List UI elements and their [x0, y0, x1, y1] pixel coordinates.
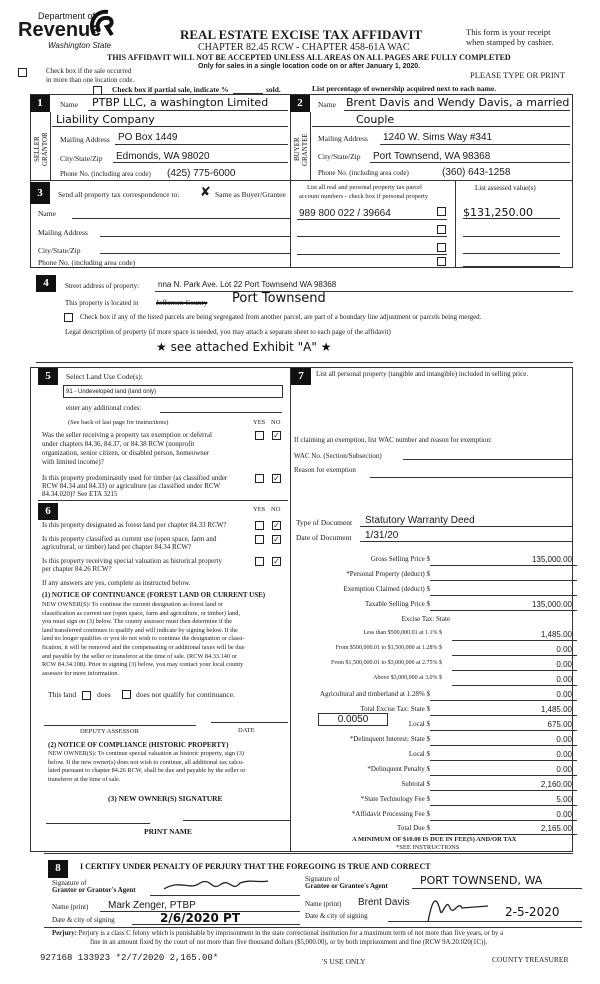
grantee-signature-label: Signature of Grantee or Grantee's Agent [305, 875, 388, 890]
yes-header: YES [253, 419, 266, 426]
q-historic: Is this property receiving special valuation as historical property per chapter 84.26 RCW? [42, 557, 223, 573]
doc-type-field[interactable]: Statutory Warranty Deed [365, 515, 475, 526]
new-owner-signature-title: (3) NEW OWNER(S) SIGNATURE [108, 794, 223, 803]
tax-row-value[interactable]: 1,485.00 [540, 705, 572, 714]
certify-text: I CERTIFY UNDER PENALTY OF PERJURY THAT THE FOREGOING IS TRUE AND CORRECT [80, 862, 431, 871]
perjury-line2: fine in an amount fixed by the court of not more than five thousand dollars ($5,000.00), or by both imprisonment and fine (RCW 9A.20.020(1C)). [90, 939, 488, 946]
does-label: does [97, 690, 111, 699]
historic-no-checkbox[interactable]: ✓ [273, 557, 280, 566]
segregated-label: Check box if any of the listed parcels are being segregated from another parcel, are part of a boundary line adjustment or parcels being merged. [80, 313, 482, 321]
tax-row-label: Above $3,000,000 at 3.0% $ [373, 675, 442, 681]
legal-description-field[interactable]: ★ see attached Exhibit "A" ★ [156, 340, 332, 354]
buyer-city-label: City/State/Zip [318, 152, 361, 161]
tax-row-label: Agricultural and timberland at 1.28% $ [319, 690, 430, 698]
select-label: Select Land Use Code(s): [66, 372, 143, 381]
buyer-phone-label: Phone No. (including area code) [318, 169, 409, 177]
partial-label: Check box if partial sale, indicate % [112, 85, 229, 94]
form-title: REAL ESTATE EXCISE TAX AFFIDAVIT [180, 27, 423, 42]
revenue-logo-text: Revenue [18, 19, 102, 41]
section-number: 4 [36, 275, 56, 292]
divider [310, 112, 311, 180]
tax-row-value[interactable]: 0.00 [556, 750, 572, 759]
tax-row-label: Taxable Selling Price $ [364, 600, 430, 608]
multi-label2: in more than one location code. [46, 76, 135, 84]
grantor-name-label: Name (print) [52, 903, 89, 911]
tax-row-line [430, 580, 577, 581]
land-use-value: 91 - Undeveloped land (land only) [66, 389, 157, 395]
revenue-logo-icon [88, 8, 114, 38]
q-timber: Is this property predominantly used for timber (as classified under RCW 84.34 and 84.33) or agriculture (as classified under RCW 84.34.020)? See ETA 3215 [42, 474, 228, 498]
assessed-value[interactable] [463, 236, 560, 237]
tax-row-value[interactable]: 0.00 [556, 735, 572, 744]
seller-name-field[interactable]: PTBP LLC, a washington Limited [92, 96, 269, 109]
corr-city-field[interactable] [100, 253, 290, 254]
personal-property-label: List all personal property (tangible and intangible) included in selling price. [316, 370, 529, 378]
tax-row-line [430, 745, 577, 746]
corr-phone-field[interactable] [148, 267, 290, 268]
assessed-value[interactable]: $131,250.00 [463, 206, 533, 219]
tax-row-label: *Delinquent Interest: State $ [349, 735, 430, 743]
only-text: Only for sales in a single location code on or after January 1, 2020. [198, 63, 421, 70]
forest-no-checkbox[interactable]: ✓ [273, 521, 280, 530]
buyer-name-label: Name [318, 100, 336, 109]
tax-row-label: Less than $500,000.01 at 1.1% $ [363, 630, 442, 636]
personal-property-checkbox[interactable] [437, 257, 446, 266]
timber-yes-checkbox[interactable] [255, 474, 264, 483]
personal-property-checkbox[interactable] [437, 225, 446, 234]
underline [113, 162, 288, 163]
corr-name-label: Name [38, 209, 56, 218]
tax-row-line [452, 685, 577, 686]
doc-date-label: Date of Document [296, 533, 352, 542]
tax-row-line [452, 670, 577, 671]
seller-phone-field[interactable]: (425) 775-6000 [167, 168, 236, 179]
new-owner-signature-field[interactable] [46, 823, 150, 824]
divider [290, 94, 291, 268]
divider [44, 853, 573, 854]
value-head: List assessed value(s) [475, 184, 536, 192]
section-number: 6 [38, 503, 58, 520]
forest-yes-checkbox[interactable] [255, 521, 264, 530]
section-number: 3 [30, 182, 50, 204]
this-land-label: This land [48, 690, 77, 699]
legal-label: Legal description of property (if more space is needed, you may attach a separate sheet to each page of the affidavit) [65, 328, 391, 336]
grantor-date-label: Date & city of signing [52, 916, 115, 924]
deputy-assessor-field[interactable] [44, 725, 196, 726]
seller-name-label: Name [60, 100, 78, 109]
cashier-stamp: 927168 133923 *2/7/2020 2,165.00* [40, 953, 219, 963]
no-header: NO [271, 419, 281, 426]
corr-address-field[interactable] [100, 236, 290, 237]
does-not-label: does not qualify for continuance. [136, 690, 235, 699]
tax-row-line [430, 700, 577, 701]
section-number: 1 [30, 95, 50, 112]
q-exemption: Was the seller receiving a property tax exemption or deferral under chapters 84.36, 84.37, or 84.38 RCW (nonprofit organization, senior citizen, or disabled person, homeowner with limited income)? [42, 431, 212, 466]
tax-row-line [430, 790, 577, 791]
corr-address-label: Mailing Address [38, 228, 88, 237]
grantee-signature[interactable] [420, 890, 490, 924]
seller-city-field[interactable]: Edmonds, WA 98020 [116, 151, 210, 162]
notice-continuance-text: NEW OWNER(S): To continue the current designation as forest land or classification as current use (open space, farm and agriculture, or timber) land, you must sign on (3) below. The county assessor must then determine if the land transferred continues to qualify and will indicate by signing below. If the land no longer qualifies or you do not wish to continue the designation or classi- fication, it will be removed and the compensating or additional taxes will be due and payable by the seller or transferor at the time of sale. (RCW 84.33.140 or RCW 84.34.108). Prior to signing (3) below, you may contact your local county assessor for more information. [42, 601, 245, 677]
buyer-name-field[interactable]: Brent Davis and Wendy Davis, a married [346, 96, 570, 109]
underline [344, 110, 570, 111]
divider [38, 500, 288, 501]
grantor-signature-label: Signature of Grantor or Grantor's Agent [52, 879, 136, 894]
tax-row-label: *Personal Property (deduct) $ [346, 570, 430, 578]
underline [155, 291, 573, 292]
underline [370, 162, 570, 163]
percentage-label: List percentage of ownership acquired next to each name. [312, 84, 497, 93]
seller-name-line2[interactable]: Liability Company [56, 113, 155, 126]
receipt-line1: This form is your receipt [466, 27, 551, 37]
tax-row-value[interactable]: 2,160.00 [540, 780, 572, 789]
divider [290, 367, 291, 852]
underline [150, 895, 300, 896]
buyer-city-field[interactable]: Port Townsend, WA 98368 [373, 151, 491, 162]
seller-address-field[interactable]: PO Box 1449 [118, 132, 178, 143]
additional-codes-label: enter any additional codes: [66, 404, 142, 412]
buyer-name-line2[interactable]: Couple [356, 113, 395, 126]
local-rate-field[interactable] [318, 713, 388, 726]
parcel-number[interactable]: 989 800 022 / 39664 [299, 208, 391, 219]
form-chapter: CHAPTER 82.45 RCW - CHAPTER 458-61A WAC [198, 42, 410, 53]
divider [30, 180, 573, 181]
grantor-signature[interactable] [160, 873, 270, 895]
wac-field[interactable] [403, 459, 573, 460]
tax-row-value[interactable]: 135,000.00 [531, 555, 572, 564]
tax-row-value[interactable]: 135,000.00 [531, 600, 572, 609]
minimum-due-text: A MINIMUM OF $10.00 IS DUE IN FEE(S) AND/OR TAX [352, 836, 517, 843]
underline [412, 888, 582, 889]
underline [88, 110, 288, 111]
underline [115, 144, 288, 145]
buyer-address-label: Mailing Address [318, 134, 368, 143]
yes-header: YES [253, 506, 266, 513]
exemption-no-checkbox[interactable]: ✓ [273, 431, 280, 440]
tax-row-label: *Affidavit Processing Fee $ [351, 810, 430, 818]
assessor-date-field[interactable] [211, 722, 288, 723]
tax-row-value[interactable]: 0.00 [556, 765, 572, 774]
tax-row-value[interactable]: 1,485.00 [540, 630, 572, 639]
tax-row-label: Subtotal $ [401, 780, 430, 788]
county-treasurer-label: COUNTY TREASURER [492, 955, 569, 964]
county-struck: Jefferson County [156, 298, 208, 307]
no-header: NO [271, 506, 281, 513]
qualifies-checkbox[interactable] [82, 691, 91, 700]
section-number: 7 [291, 368, 311, 385]
dept-label: Department of [38, 11, 96, 21]
underline [132, 924, 300, 925]
seller-phone-label: Phone No. (including area code) [60, 170, 151, 178]
new-owner-signature-field-2[interactable] [183, 820, 290, 821]
street-label: Street address of property: [65, 282, 140, 290]
tax-row-line [430, 820, 577, 821]
personal-property-checkbox[interactable] [437, 207, 446, 216]
underline [463, 218, 560, 219]
tax-row-value[interactable]: 0.00 [556, 690, 572, 699]
tax-row-value[interactable]: 0.00 [556, 675, 572, 684]
tax-row-label: *State Technology Fee $ [360, 795, 430, 803]
underline [380, 144, 570, 145]
wac-label: WAC No. (Section/Subsection) [294, 452, 382, 460]
tax-row-line [452, 655, 577, 656]
send-label: Send all property tax correspondence to: [58, 190, 180, 199]
parcel-number[interactable] [297, 254, 447, 255]
divider [455, 180, 456, 268]
located-label: This property is located in [65, 299, 139, 307]
tax-row-label: Gross Selling Price $ [370, 555, 430, 563]
see-instructions: *SEE INSTRUCTIONS [396, 844, 460, 851]
divider [36, 362, 573, 363]
reason-field[interactable] [370, 477, 573, 478]
section-number: 8 [48, 860, 68, 878]
grantee-name-label: Name (print) [305, 900, 342, 908]
doc-date-field[interactable]: 1/31/20 [365, 530, 399, 541]
state-label: Washington State [48, 41, 112, 50]
tax-row-line [430, 565, 577, 566]
sold-label: sold. [266, 85, 281, 94]
tax-row-value[interactable]: 5.00 [556, 795, 572, 804]
segregated-checkbox[interactable] [64, 313, 73, 322]
section-number: 2 [290, 95, 310, 112]
tax-row-line [430, 760, 577, 761]
tax-row-value[interactable]: 2,165.00 [540, 824, 572, 833]
notice-compliance-text: NEW OWNER(S): To continue special valuation as historic property, sign (3) below. If the new owner(s) does not wish to continue, all additional tax calcu- lated pursuant to chapter 84.26 RCW, shall be due and payable by the seller or transferor at the time of sale. [48, 750, 246, 783]
parcel-head1: List all real and personal property tax parcel [307, 184, 422, 191]
city-handwritten[interactable]: Port Townsend [232, 291, 326, 306]
current-use-yes-checkbox[interactable] [255, 535, 264, 544]
grantor-date-field[interactable]: 2/6/2020 PT [160, 911, 241, 925]
tax-row-value[interactable]: 0.00 [556, 645, 572, 654]
notice-compliance-title: (2) NOTICE OF COMPLIANCE (HISTORIC PROPERTY) [48, 741, 229, 749]
seller-city-label: City/State/Zip [60, 154, 103, 163]
section-number: 5 [38, 368, 58, 385]
print-name-label: PRINT NAME [144, 827, 192, 836]
tax-row-label: Local $ [408, 750, 430, 758]
underline [388, 921, 582, 922]
tax-row-label: From $1,500,000.01 to $3,000,000 at 2.75% $ [331, 660, 442, 666]
tax-row-line [430, 715, 577, 716]
tax-row-line [430, 834, 577, 835]
underline [360, 526, 573, 527]
additional-codes-field[interactable] [160, 412, 282, 413]
reason-label: Reason for exemption [294, 466, 356, 474]
warning-text: THIS AFFIDAVIT WILL NOT BE ACCEPTED UNLESS ALL AREAS ON ALL PAGES ARE FULLY COMPLETED [107, 53, 511, 62]
tax-row-line [430, 595, 577, 596]
historic-yes-checkbox[interactable] [255, 557, 264, 566]
tax-row-label: Local $ [408, 720, 430, 728]
timber-no-checkbox[interactable]: ✓ [273, 474, 280, 483]
q-current-use: Is this property classified as current use (open space, farm and agricultural, or timber) land per chapter 84.34 RCW? [42, 535, 217, 551]
tax-row-label: Excise Tax: State [401, 615, 450, 623]
notice-continuance-title: (1) NOTICE OF CONTINUANCE (FOREST LAND OR CURRENT USE) [42, 591, 266, 599]
grantor-name-field[interactable]: Mark Zenger, PTBP [108, 900, 196, 911]
tax-row-line [452, 640, 577, 641]
date-label: DATE [238, 727, 255, 734]
corr-phone-label: Phone No. (including area code) [38, 258, 136, 267]
same-as-buyer-label: Same as Buyer/Grantee [215, 190, 286, 199]
parcel-number[interactable] [297, 236, 447, 237]
tax-row-value[interactable]: 0.00 [556, 660, 572, 669]
buyer-address-field[interactable]: 1240 W. Sims Way #341 [383, 132, 493, 143]
same-as-buyer-checkbox[interactable]: ✘ [200, 185, 211, 200]
tax-row-line [430, 805, 577, 806]
personal-property-checkbox[interactable] [437, 243, 446, 252]
tax-row-label: Exemption Claimed (deduct) $ [343, 585, 430, 593]
seller-address-label: Mailing Address [60, 135, 110, 144]
grantee-city-field[interactable]: PORT TOWNSEND, WA [420, 874, 543, 887]
exemption-yes-checkbox[interactable] [255, 431, 264, 440]
tax-row-label: Total Due $ [397, 824, 430, 832]
grantee-name-field[interactable]: Brent Davis [358, 897, 410, 908]
tax-row-label: *Delinquent Penalty $ [367, 765, 430, 773]
grantee-date-label: Date & city of signing [305, 912, 368, 920]
doc-type-label: Type of Document [296, 518, 353, 527]
underline [360, 541, 573, 542]
q-forest: Is this property designated as forest land per chapter 84.33 RCW? [42, 521, 227, 529]
multi-label1: Check box if the sale occurred [46, 67, 132, 75]
assessed-value[interactable] [463, 266, 560, 267]
tax-row-label: Total Excise Tax: State $ [360, 705, 430, 713]
tax-row-line [430, 610, 577, 611]
grantee-date-field[interactable]: 2-5-2020 [505, 905, 560, 919]
tax-row-line [430, 775, 577, 776]
tax-row-value[interactable]: 0.00 [556, 810, 572, 819]
buyer-phone-field[interactable]: (360) 643-1258 [442, 167, 511, 178]
local-rate-value: 0.0050 [337, 714, 369, 725]
corr-name-field[interactable] [72, 218, 290, 219]
street-field[interactable]: nna N. Park Ave. Lot 22 Port Townsend WA 98368 [158, 280, 337, 289]
underline [297, 219, 447, 220]
corr-city-label: City/State/Zip [38, 246, 81, 255]
buyer-side-label: BUYER GRANTEE [293, 133, 309, 166]
receipt-line2: when stamped by cashier. [466, 37, 554, 47]
divider [50, 112, 51, 180]
land-use-select[interactable] [63, 385, 283, 398]
multi-location-checkbox[interactable] [18, 68, 27, 77]
exemption-label: If claiming an exemption, list WAC number and reason for exemption: [294, 436, 492, 444]
divider [44, 927, 582, 928]
parcel-head2: account numbers - check box if personal property [299, 193, 429, 200]
assessed-value[interactable] [463, 253, 560, 254]
see-back: (See back of last page for instructions) [68, 419, 169, 426]
use-only-label: 'S USE ONLY [322, 957, 366, 966]
tax-row-line [430, 730, 577, 731]
if-yes-text: If any answers are yes, complete as instructed below. [42, 579, 191, 587]
underline [52, 126, 288, 127]
not-qualify-checkbox[interactable] [122, 690, 131, 699]
underline [312, 126, 570, 127]
seller-side-label: SELLER GRANTOR [33, 132, 49, 167]
tax-row-value[interactable]: 675.00 [547, 720, 572, 729]
tax-row-label: From $500,000.01 to $1,500,000 at 1.28% $ [335, 645, 442, 651]
deputy-label: DEPUTY ASSESSOR [80, 728, 139, 735]
perjury-line1: Perjury: Perjury is a class C felony which is punishable by imprisonment in the state correctional institution for a maximum term of not more than five years, or by a [52, 930, 504, 937]
please-print: PLEASE TYPE OR PRINT [470, 70, 566, 80]
current-use-no-checkbox[interactable]: ✓ [273, 535, 280, 544]
